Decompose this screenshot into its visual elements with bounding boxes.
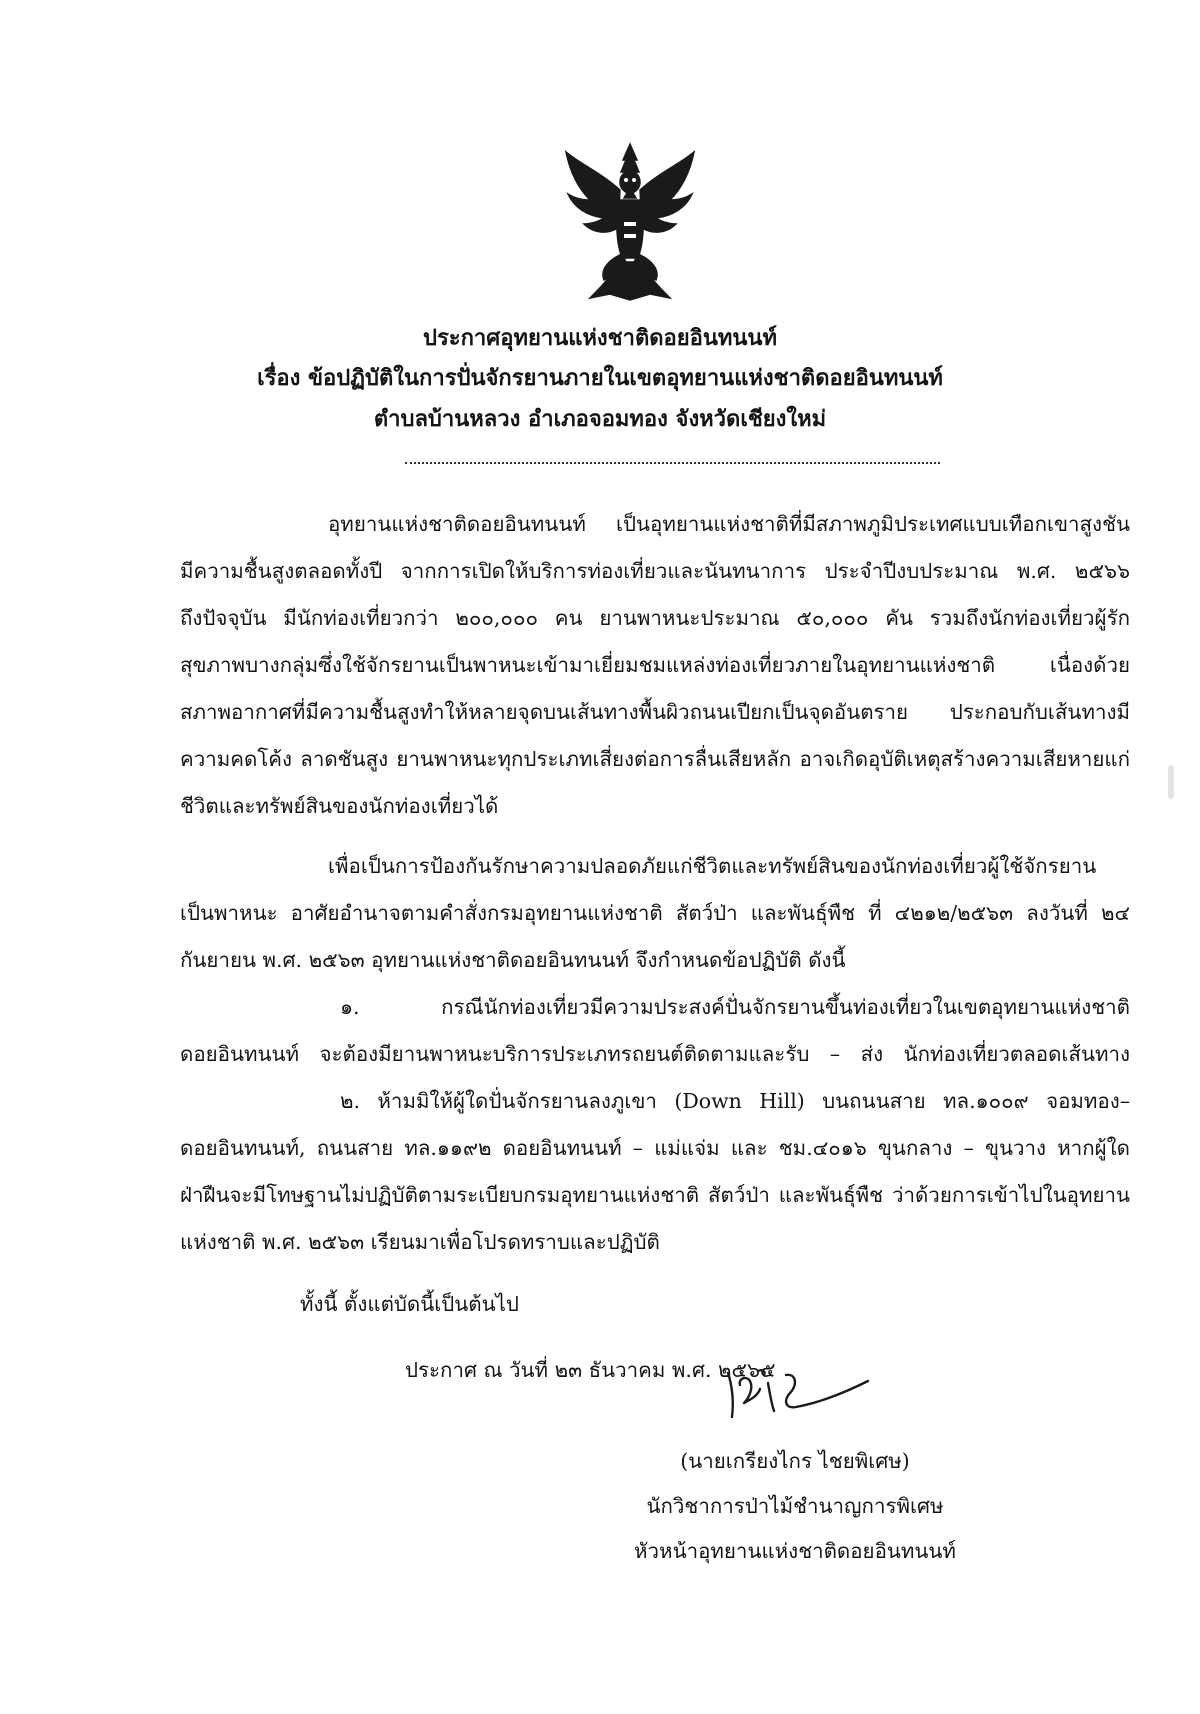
- item-2-line: ๒. ห้ามมิให้ผู้ใดปั่นจักรยานลงภูเขา (Down Hill) บนถนนสาย ทล.๑๐๐๙ จอมทอง–: [340, 1089, 1130, 1113]
- signatory-name: (นายเกรียงไกร ไชยพิเศษ): [680, 1449, 910, 1473]
- announcement-location: ตำบลบ้านหลวง อำเภอจอมทอง จังหวัดเชียงใหม่: [373, 406, 827, 432]
- paragraph-1-line: มีความชื้นสูงตลอดทั้งปี จากการเปิดให้บริการท่องเที่ยวและนันทนาการ ประจำปีงบประมาณ พ.ศ. ๒๕๖๖: [180, 559, 1130, 583]
- paragraph-1-line: ชีวิตและทรัพย์สินของนักท่องเที่ยวได้: [180, 794, 499, 818]
- item-2-line: ฝ่าฝืนจะมีโทษฐานไม่ปฏิบัติตามระเบียบกรมอุทยานแห่งชาติ สัตว์ป่า และพันธุ์พืช ว่าด้วยการเข้าไปในอุทยาน: [180, 1183, 1130, 1207]
- dotted-divider: [405, 462, 940, 464]
- item-2-line: ดอยอินทนนท์, ถนนสาย ทล.๑๑๙๒ ดอยอินทนนท์ – แม่แจ่ม และ ชม.๔๐๑๖ ขุนกลาง – ขุนวาง หากผู้ใด: [180, 1136, 1130, 1160]
- paragraph-1-line: ถึงปัจจุบัน มีนักท่องเที่ยวกว่า ๒๐๐,๐๐๐ คน ยานพาหนะประมาณ ๕๐,๐๐๐ คัน รวมถึงนักท่องเที่ยวผู้รัก: [180, 606, 1130, 630]
- effective-statement: ทั้งนี้ ตั้งแต่บัดนี้เป็นต้นไป: [300, 1292, 519, 1316]
- paragraph-2-line: เพื่อเป็นการป้องกันรักษาความปลอดภัยแก่ชีวิตและทรัพย์สินของนักท่องเที่ยวผู้ใช้จักรยาน: [328, 854, 1097, 878]
- signatory-office: หัวหน้าอุทยานแห่งชาติดอยอินทนนท์: [634, 1539, 956, 1563]
- announcement-date: ประกาศ ณ วันที่ ๒๓ ธันวาคม พ.ศ. ๒๕๖๕: [405, 1358, 776, 1382]
- announcement-subject: เรื่อง ข้อปฏิบัติในการปั่นจักรยานภายในเขตอุทยานแห่งชาติดอยอินทนนท์: [257, 365, 943, 391]
- item-1-line: ๑. กรณีนักท่องเที่ยวมีความประสงค์ปั่นจักรยานขึ้นท่องเที่ยวในเขตอุทยานแห่งชาติ: [340, 995, 1130, 1019]
- paragraph-2-line: เป็นพาหนะ อาศัยอำนาจตามคำสั่งกรมอุทยานแห่งชาติ สัตว์ป่า และพันธุ์พืช ที่ ๔๒๑๒/๒๕๖๓ ลงวันที่ ๒๔: [180, 901, 1130, 925]
- signatory-position: นักวิชาการป่าไม้ชำนาญการพิเศษ: [646, 1494, 944, 1518]
- scan-artifact: [1168, 765, 1174, 799]
- garuda-emblem-icon: [560, 142, 700, 302]
- paragraph-1-line: อุทยานแห่งชาติดอยอินทนนท์ เป็นอุทยานแห่งชาติที่มีสภาพภูมิประเทศแบบเทือกเขาสูงชัน: [328, 512, 1130, 536]
- announcement-title: ประกาศอุทยานแห่งชาติดอยอินทนนท์: [423, 325, 777, 351]
- paragraph-1-line: สภาพอากาศที่มีความชื้นสูงทำให้หลายจุดบนเส้นทางพื้นผิวถนนเปียกเป็นจุดอันตราย ประกอบกับเส้นทางมี: [180, 700, 1130, 724]
- item-2-line: แห่งชาติ พ.ศ. ๒๕๖๓ เรียนมาเพื่อโปรดทราบและปฏิบัติ: [180, 1230, 660, 1254]
- paragraph-1-line: ความคดโค้ง ลาดชันสูง ยานพาหนะทุกประเภทเสี่ยงต่อการลื่นเสียหลัก อาจเกิดอุบัติเหตุสร้างความเสียหายแก่: [180, 747, 1130, 771]
- paragraph-2-line: กันยายน พ.ศ. ๒๕๖๓ อุทยานแห่งชาติดอยอินทนนท์ จึงกำหนดข้อปฏิบัติ ดังนี้: [180, 948, 846, 972]
- paragraph-1-line: สุขภาพบางกลุ่มซึ่งใช้จักรยานเป็นพาหนะเข้ามาเยี่ยมชมแหล่งท่องเที่ยวภายในอุทยานแห่งชาติ เนื่องด้วย: [180, 653, 1130, 677]
- handwritten-signature: [718, 1355, 878, 1425]
- item-1-line: ดอยอินทนนท์ จะต้องมียานพาหนะบริการประเภทรถยนต์ติดตามและรับ – ส่ง นักท่องเที่ยวตลอดเส้นทาง: [180, 1042, 1130, 1066]
